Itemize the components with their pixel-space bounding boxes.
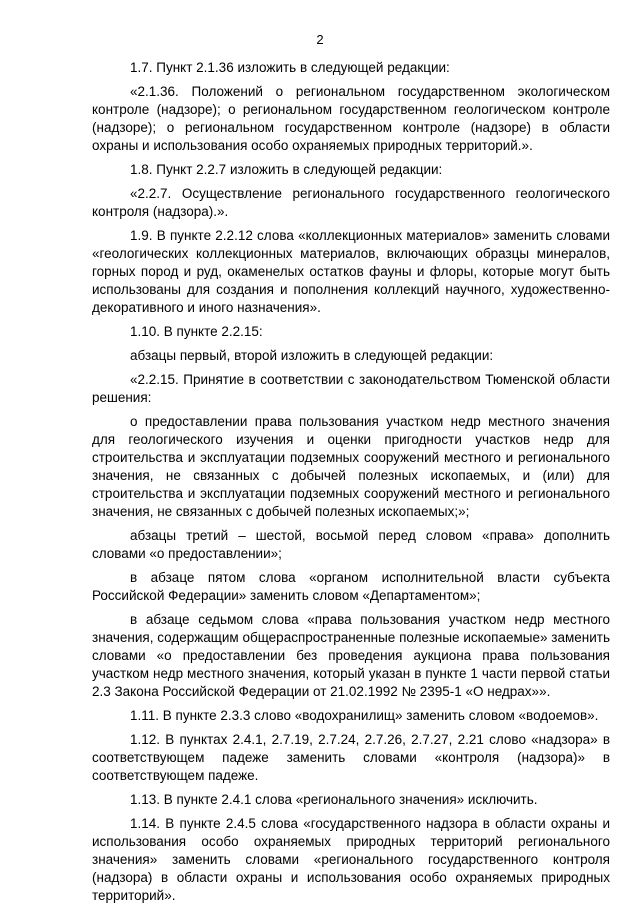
page-number: 2 [316,32,324,47]
document-body [92,59,610,911]
paragraph-1-13: 1.13. В пункте 2.4.1 слова «регионального значения» исключить. [130,792,538,807]
paragraph-2-2-15-decision: о предоставлении права пользования участком недр местного значения для геологического изучения и оценки пригодности участков недр для строительства и эксплуатации подземных сооружений местного и регионального значения, не связанных с добычей полезных ископаемых, и (или) для строительства и эксплуатации подземных сооружений местного и регионального значения, не связанных с добычей полезных ископаемых;»; [92,414,610,519]
paragraph-1-10: 1.10. В пункте 2.2.15: [130,324,263,339]
paragraph-1-14: 1.14. В пункте 2.4.5 слова «государственного надзора в области охраны и использования особо охраняемых природных территорий регионального значения» заменить словами «регионального государственного контроля (надзора) в области охраны и использования особо охраняемых природных территорий». [92,816,610,903]
paragraph-1-8: 1.8. Пункт 2.2.7 изложить в следующей редакции: [130,162,443,177]
paragraph-1-11: 1.11. В пункте 2.3.3 слово «водохранилищ» заменить словом «водоемов». [130,708,599,723]
paragraph-1-7: 1.7. Пункт 2.1.36 изложить в следующей редакции: [130,60,450,75]
paragraph-abzac-5: в абзаце пятом слова «органом исполнительной власти субъекта Российской Федерации» заменить словом «Департаментом»; [92,570,610,603]
paragraph-1-9: 1.9. В пункте 2.2.12 слова «коллекционных материалов» заменить словами «геологических коллекционных материалов, включающих образцы минералов, горных пород и руд, окаменелых остатков фауны и флоры, которые могут быть использованы для создания и пополнения коллекций научного, художественно-декоративного и иного назначения». [92,228,610,315]
paragraph-2-2-15-text: «2.2.15. Принятие в соответствии с законодательством Тюменской области решения: [92,372,610,405]
paragraph-2-2-7-text: «2.2.7. Осуществление регионального государственного геологического контроля (надзора).». [92,186,610,219]
paragraph-1-10-intro: абзацы первый, второй изложить в следующей редакции: [130,348,494,363]
paragraph-2-1-36-text: «2.1.36. Положений о региональном государственном экологическом контроле (надзоре); о региональном государственном геологическом контроле (надзоре); о региональном государственном контроле (надзоре) в области охраны и использования особо охраняемых природных территорий.». [92,84,610,153]
paragraph-1-12: 1.12. В пунктах 2.4.1, 2.7.19, 2.7.24, 2.7.26, 2.7.27, 2.21 слово «надзора» в соответствующем падеже заменить словами «контроля (надзора)» в соответствующем падеже. [92,732,610,783]
paragraph-abzacy-3-6-8: абзацы третий – шестой, восьмой перед словом «права» дополнить словами «о предоставлении»; [92,528,610,561]
paragraph-abzac-7: в абзаце седьмом слова «права пользования участком недр местного значения, содержащим общераспространенные полезные ископаемые» заменить словами «о предоставлении без проведения аукциона права пользования участком недр местного значения, который указан в пункте 1 части первой статьи 2.3 Закона Российской Федерации от 21.02.1992 № 2395-1 «О недрах»». [92,612,610,699]
